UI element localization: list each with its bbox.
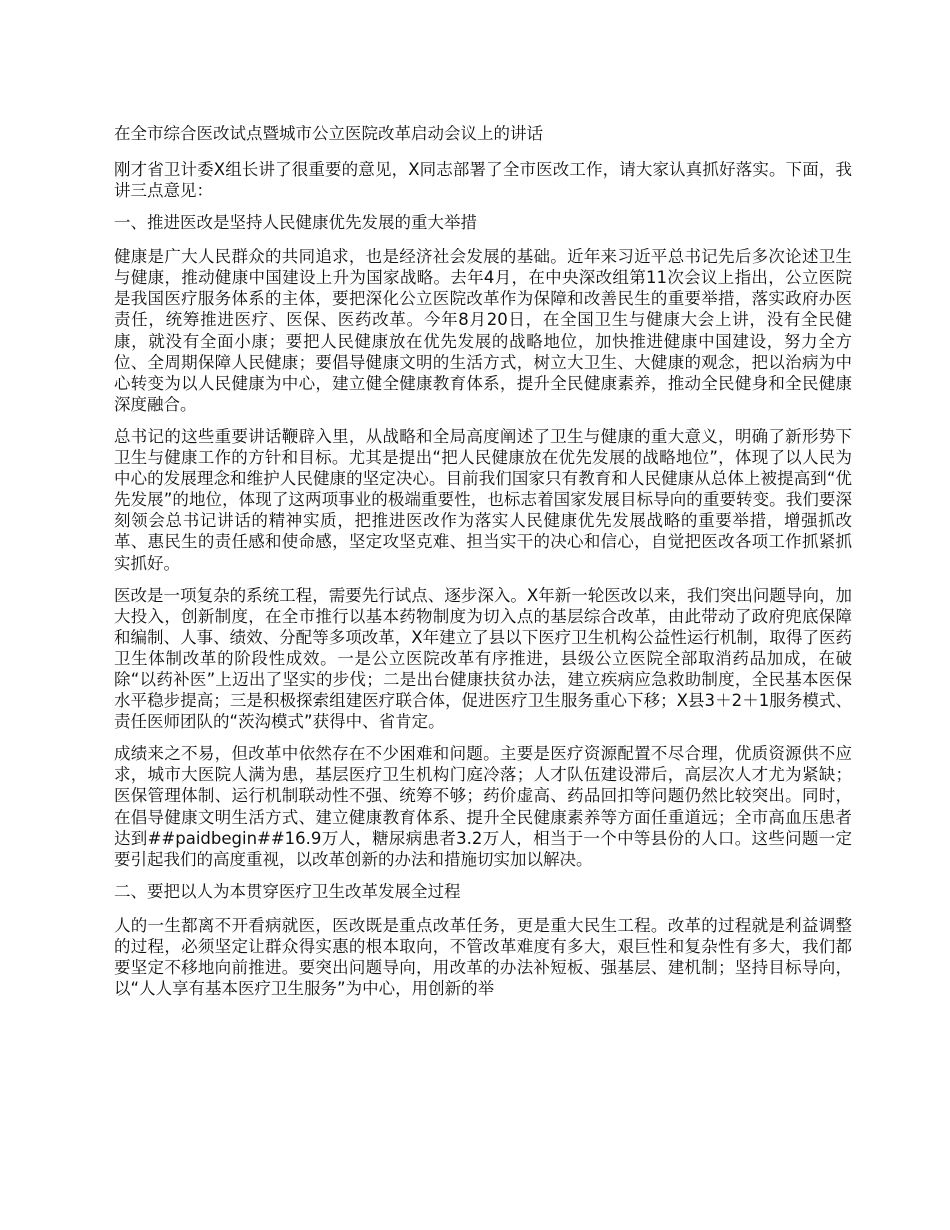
document-title: 在全市综合医改试点暨城市公立医院改革启动会议上的讲话 [114, 124, 543, 143]
section-2-heading: 二、要把以人为本贯穿医疗卫生改革发展全过程 [114, 881, 461, 901]
section-1-paragraph-2: 总书记的这些重要讲话鞭辟入里，从战略和全局高度阐述了卫生与健康的重大意义，明确了新形势下卫生与健康工作的方针和目标。尤其是提出“把人民健康放在优先发展的战略地位”，体现了以人民为中心的发展理念和维护人民健康的坚定决心。目前我们国家只有教育和人民健康从总体上被提高到“优先发展”的地位，体现了这两项事业的极端重要性，也标志着国家发展目标导向的重要转变。我们要深刻领会总书记讲话的精神实质，把推进医改作为落实人民健康优先发展战略的重要举措，增强抓改革、惠民生的责任感和使命感，坚定攻坚克难、担当实干的决心和信心，自觉把医改各项工作抓紧抓实抓好。 [114, 426, 852, 573]
document-page [114, 123, 852, 1010]
section-1-paragraph-3: 医改是一项复杂的系统工程，需要先行试点、逐步深入。X年新一轮医改以来，我们突出问题导向，加大投入，创新制度，在全市推行以基本药物制度为切入点的基层综合改革，由此带动了政府兜底保障和编制、人事、绩效、分配等多项改革，X年建立了县以下医疗卫生机构公益性运行机制，取得了医药卫生体制改革的阶段性成效。一是公立医院改革有序推进，县级公立医院全部取消药品加成，在破除“以药补医”上迈出了坚实的步伐；二是出台健康扶贫办法，建立疾病应急救助制度，全民基本医保水平稳步提高；三是积极探索组建医疗联合体，促进医疗卫生服务重心下移；X县3＋2＋1服务模式、责任医师团队的“茨沟模式”获得中、省肯定。 [114, 585, 852, 732]
section-1-heading: 一、推进医改是坚持人民健康优先发展的重大举措 [114, 213, 477, 233]
section-1-paragraph-4: 成绩来之不易，但改革中依然存在不少困难和问题。主要是医疗资源配置不尽合理，优质资源供不应求，城市大医院人满为患，基层医疗卫生机构门庭冷落；人才队伍建设滞后，高层次人才尤为紧缺；医保管理体制、运行机制联动性不强、统筹不够；药价虚高、药品回扣等问题仍然比较突出。同时，在倡导健康文明生活方式、建立健康教育体系、提升全民健康素养等方面任重道远；全市高血压患者达到##paidbegin##16.9万人，糖尿病患者3.2万人，相当于一个中等县份的人口。这些问题一定要引起我们的高度重视，以改革创新的办法和措施切实加以解决。 [114, 744, 852, 869]
intro-paragraph: 刚才省卫计委X组长讲了很重要的意见，X同志部署了全市医改工作，请大家认真抓好落实。下面，我讲三点意见： [114, 160, 852, 201]
section-1-paragraph-1: 健康是广大人民群众的共同追求，也是经济社会发展的基础。近年来习近平总书记先后多次论述卫生与健康，推动健康中国建设上升为国家战略。去年4月，在中央深改组第11次会议上指出，公立医院是我国医疗服务体系的主体，要把深化公立医院改革作为保障和改善民生的重要举措，落实政府办医责任，统筹推进医疗、医保、医药改革。今年8月20日，在全国卫生与健康大会上讲，没有全民健康，就没有全面小康；要把人民健康放在优先发展的战略地位，加快推进健康中国建设，努力全方位、全周期保障人民健康；要倡导健康文明的生活方式，树立大卫生、大健康的观念，把以治病为中心转变为以人民健康为中心，建立健全健康教育体系，提升全民健康素养，推动全民健身和全民健康深度融合。 [114, 247, 852, 414]
section-2-paragraph-1: 人的一生都离不开看病就医，医改既是重点改革任务，更是重大民生工程。改革的过程就是利益调整的过程，必须坚定让群众得实惠的根本取向，不管改革难度有多大，艰巨性和复杂性有多大，我们都要坚定不移地向前推进。要突出问题导向，用改革的办法补短板、强基层、建机制；坚持目标导向，以“人人享有基本医疗卫生服务”为中心，用创新的举 [114, 915, 852, 999]
